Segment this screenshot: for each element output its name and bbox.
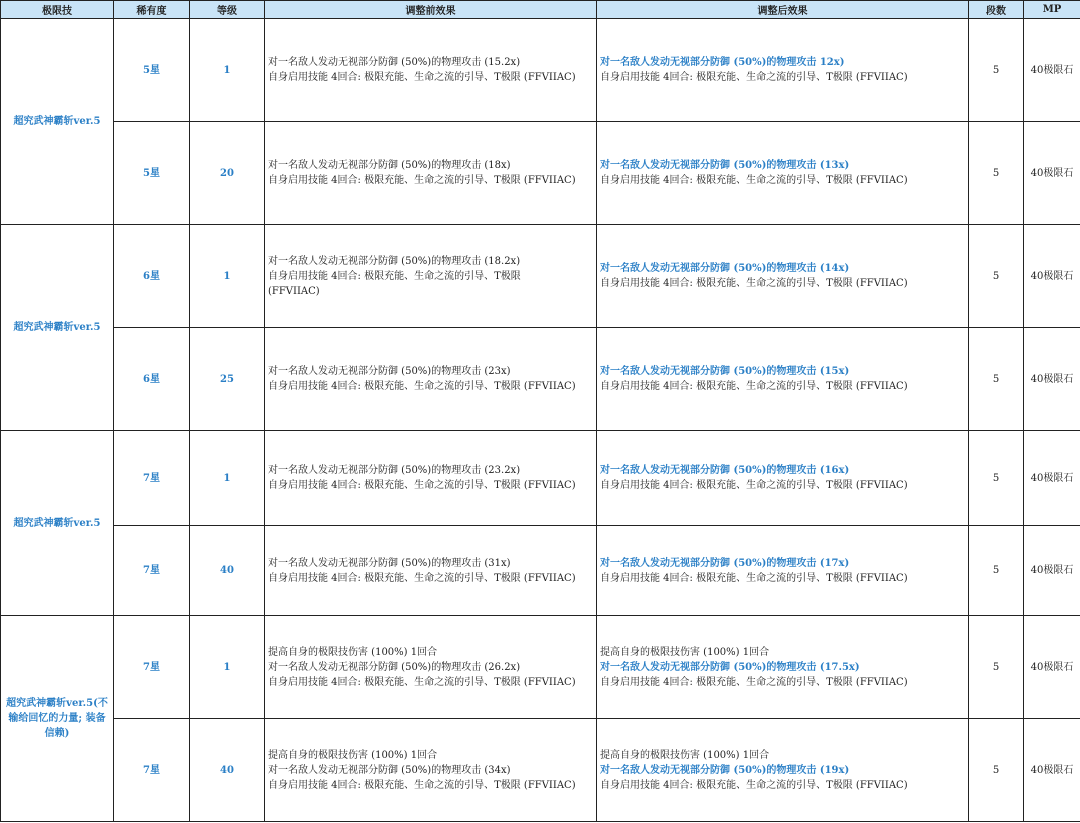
effect-line: 自身启用技能 4回合: 极限充能、生命之流的引导、T极限 (FFVIIAC) — [600, 572, 908, 584]
level-cell: 1 — [190, 616, 265, 719]
before-effect-cell — [265, 19, 597, 122]
effect-line-changed: 对一名敌人发动无视部分防御 (50%)的物理攻击 12x) — [600, 57, 845, 68]
mp-cell: 40极限石 — [1024, 225, 1080, 328]
table-row — [1, 328, 1080, 431]
effect-line: 提高自身的极限技伤害 (100%) 1回合 — [600, 749, 770, 761]
hits-cell: 5 — [969, 225, 1024, 328]
hits-cell: 5 — [969, 719, 1024, 822]
effect-line: 自身启用技能 4回合: 极限充能、生命之流的引导、T极限 (FFVIIAC) — [268, 676, 576, 688]
header-limit-burst: 极限技 — [1, 1, 114, 19]
after-effect-cell — [597, 122, 969, 225]
effect-line: 对一名敌人发动无视部分防御 (50%)的物理攻击 (15.2x) — [268, 57, 521, 68]
rarity-cell: 7星 — [114, 526, 190, 616]
level-cell: 1 — [190, 431, 265, 526]
effect-line: 自身启用技能 4回合: 极限充能、生命之流的引导、T极限 (FFVIIAC) — [268, 175, 576, 186]
level-cell: 1 — [190, 19, 265, 122]
hits-cell: 5 — [969, 328, 1024, 431]
effect-line: 自身启用技能 4回合: 极限充能、生命之流的引导、T极限 (FFVIIAC) — [268, 381, 576, 392]
after-effect-cell — [597, 328, 969, 431]
table-row — [1, 225, 1080, 328]
after-effect-cell — [597, 526, 969, 616]
hits-cell: 5 — [969, 526, 1024, 616]
effect-line-changed: 对一名敌人发动无视部分防御 (50%)的物理攻击 (16x) — [600, 465, 850, 476]
effect-line: 对一名敌人发动无视部分防御 (50%)的物理攻击 (23x) — [268, 366, 511, 377]
effect-line-changed: 对一名敌人发动无视部分防御 (50%)的物理攻击 (19x) — [600, 764, 850, 776]
level-cell: 40 — [190, 526, 265, 616]
effect-line: 自身启用技能 4回合: 极限充能、生命之流的引导、T极限 (FFVIIAC) — [268, 72, 576, 83]
before-effect-cell — [265, 328, 597, 431]
effect-line: 自身启用技能 4回合: 极限充能、生命之流的引导、T极限 (FFVIIAC) — [600, 278, 908, 289]
hits-cell: 5 — [969, 122, 1024, 225]
effect-line: 自身启用技能 4回合: 极限充能、生命之流的引导、T极限 (FFVIIAC) — [600, 676, 908, 688]
effect-line: 对一名敌人发动无视部分防御 (50%)的物理攻击 (23.2x) — [268, 465, 521, 476]
before-effect-cell — [265, 616, 597, 719]
header-mp: MP — [1024, 1, 1080, 19]
effect-line: 提高自身的极限技伤害 (100%) 1回合 — [268, 749, 438, 761]
mp-cell: 40极限石 — [1024, 122, 1080, 225]
effect-line: 自身启用技能 4回合: 极限充能、生命之流的引导、T极限 (FFVIIAC) — [268, 779, 576, 791]
hits-cell: 5 — [969, 19, 1024, 122]
rarity-cell: 5星 — [114, 122, 190, 225]
table-row — [1, 526, 1080, 616]
skill-name-cell: 超究武神霸斩ver.5 — [1, 19, 114, 225]
rarity-cell: 5星 — [114, 19, 190, 122]
effect-line: 对一名敌人发动无视部分防御 (50%)的物理攻击 (34x) — [268, 764, 511, 776]
effect-line: (FFVIIAC) — [268, 285, 320, 297]
rarity-cell: 7星 — [114, 616, 190, 719]
after-effect-cell — [597, 225, 969, 328]
table-row — [1, 719, 1080, 822]
effect-line-changed: 对一名敌人发动无视部分防御 (50%)的物理攻击 (17x) — [600, 557, 850, 569]
effect-line: 自身启用技能 4回合: 极限充能、生命之流的引导、T极限 — [268, 270, 521, 282]
effect-line: 提高自身的极限技伤害 (100%) 1回合 — [600, 646, 770, 658]
table-row — [1, 122, 1080, 225]
hits-cell: 5 — [969, 616, 1024, 719]
level-cell: 40 — [190, 719, 265, 822]
effect-line-changed: 对一名敌人发动无视部分防御 (50%)的物理攻击 (14x) — [600, 263, 850, 274]
effect-line: 自身启用技能 4回合: 极限充能、生命之流的引导、T极限 (FFVIIAC) — [600, 72, 908, 83]
level-cell: 25 — [190, 328, 265, 431]
header-after-effect: 调整后效果 — [597, 1, 969, 19]
before-effect-cell — [265, 431, 597, 526]
effect-line: 对一名敌人发动无视部分防御 (50%)的物理攻击 (31x) — [268, 557, 511, 569]
effect-line: 自身启用技能 4回合: 极限充能、生命之流的引导、T极限 (FFVIIAC) — [600, 779, 908, 791]
effect-line: 自身启用技能 4回合: 极限充能、生命之流的引导、T极限 (FFVIIAC) — [268, 572, 576, 584]
effect-line-changed: 对一名敌人发动无视部分防御 (50%)的物理攻击 (17.5x) — [600, 661, 860, 673]
skill-name-cell — [1, 616, 114, 822]
table-row — [1, 19, 1080, 122]
table-row — [1, 431, 1080, 526]
after-effect-cell — [597, 616, 969, 719]
header-rarity: 稀有度 — [114, 1, 190, 19]
mp-cell: 40极限石 — [1024, 526, 1080, 616]
skill-name-cell: 超究武神霸斩ver.5 — [1, 431, 114, 616]
before-effect-cell — [265, 719, 597, 822]
header-level: 等级 — [190, 1, 265, 19]
effect-line: 自身启用技能 4回合: 极限充能、生命之流的引导、T极限 (FFVIIAC) — [600, 175, 908, 186]
level-cell: 1 — [190, 225, 265, 328]
effect-line-changed: 对一名敌人发动无视部分防御 (50%)的物理攻击 (15x) — [600, 366, 850, 377]
mp-cell: 40极限石 — [1024, 431, 1080, 526]
header-row — [1, 1, 1080, 19]
mp-cell: 40极限石 — [1024, 19, 1080, 122]
level-cell: 20 — [190, 122, 265, 225]
after-effect-cell — [597, 19, 969, 122]
before-effect-cell — [265, 526, 597, 616]
after-effect-cell — [597, 719, 969, 822]
mp-cell: 40极限石 — [1024, 616, 1080, 719]
hits-cell: 5 — [969, 431, 1024, 526]
skill-name-text: 超究武神霸斩ver.5(不输给回忆的力量; 装备信赖) — [6, 698, 108, 739]
effect-line: 提高自身的极限技伤害 (100%) 1回合 — [268, 646, 438, 658]
mp-cell: 40极限石 — [1024, 328, 1080, 431]
effect-line: 自身启用技能 4回合: 极限充能、生命之流的引导、T极限 (FFVIIAC) — [600, 480, 908, 491]
rarity-cell: 6星 — [114, 328, 190, 431]
rarity-cell: 7星 — [114, 719, 190, 822]
mp-cell: 40极限石 — [1024, 719, 1080, 822]
rarity-cell: 7星 — [114, 431, 190, 526]
before-effect-cell — [265, 122, 597, 225]
table-row — [1, 616, 1080, 719]
effect-line-changed: 对一名敌人发动无视部分防御 (50%)的物理攻击 (13x) — [600, 160, 850, 171]
before-effect-cell — [265, 225, 597, 328]
effect-line: 对一名敌人发动无视部分防御 (50%)的物理攻击 (18x) — [268, 160, 511, 171]
effect-line: 对一名敌人发动无视部分防御 (50%)的物理攻击 (18.2x) — [268, 255, 521, 267]
effect-line: 对一名敌人发动无视部分防御 (50%)的物理攻击 (26.2x) — [268, 661, 521, 673]
effect-line: 自身启用技能 4回合: 极限充能、生命之流的引导、T极限 (FFVIIAC) — [600, 381, 908, 392]
rarity-cell: 6星 — [114, 225, 190, 328]
skill-name-cell: 超究武神霸斩ver.5 — [1, 225, 114, 431]
effect-line: 自身启用技能 4回合: 极限充能、生命之流的引导、T极限 (FFVIIAC) — [268, 480, 576, 491]
after-effect-cell — [597, 431, 969, 526]
header-before-effect: 调整前效果 — [265, 1, 597, 19]
header-hits: 段数 — [969, 1, 1024, 19]
